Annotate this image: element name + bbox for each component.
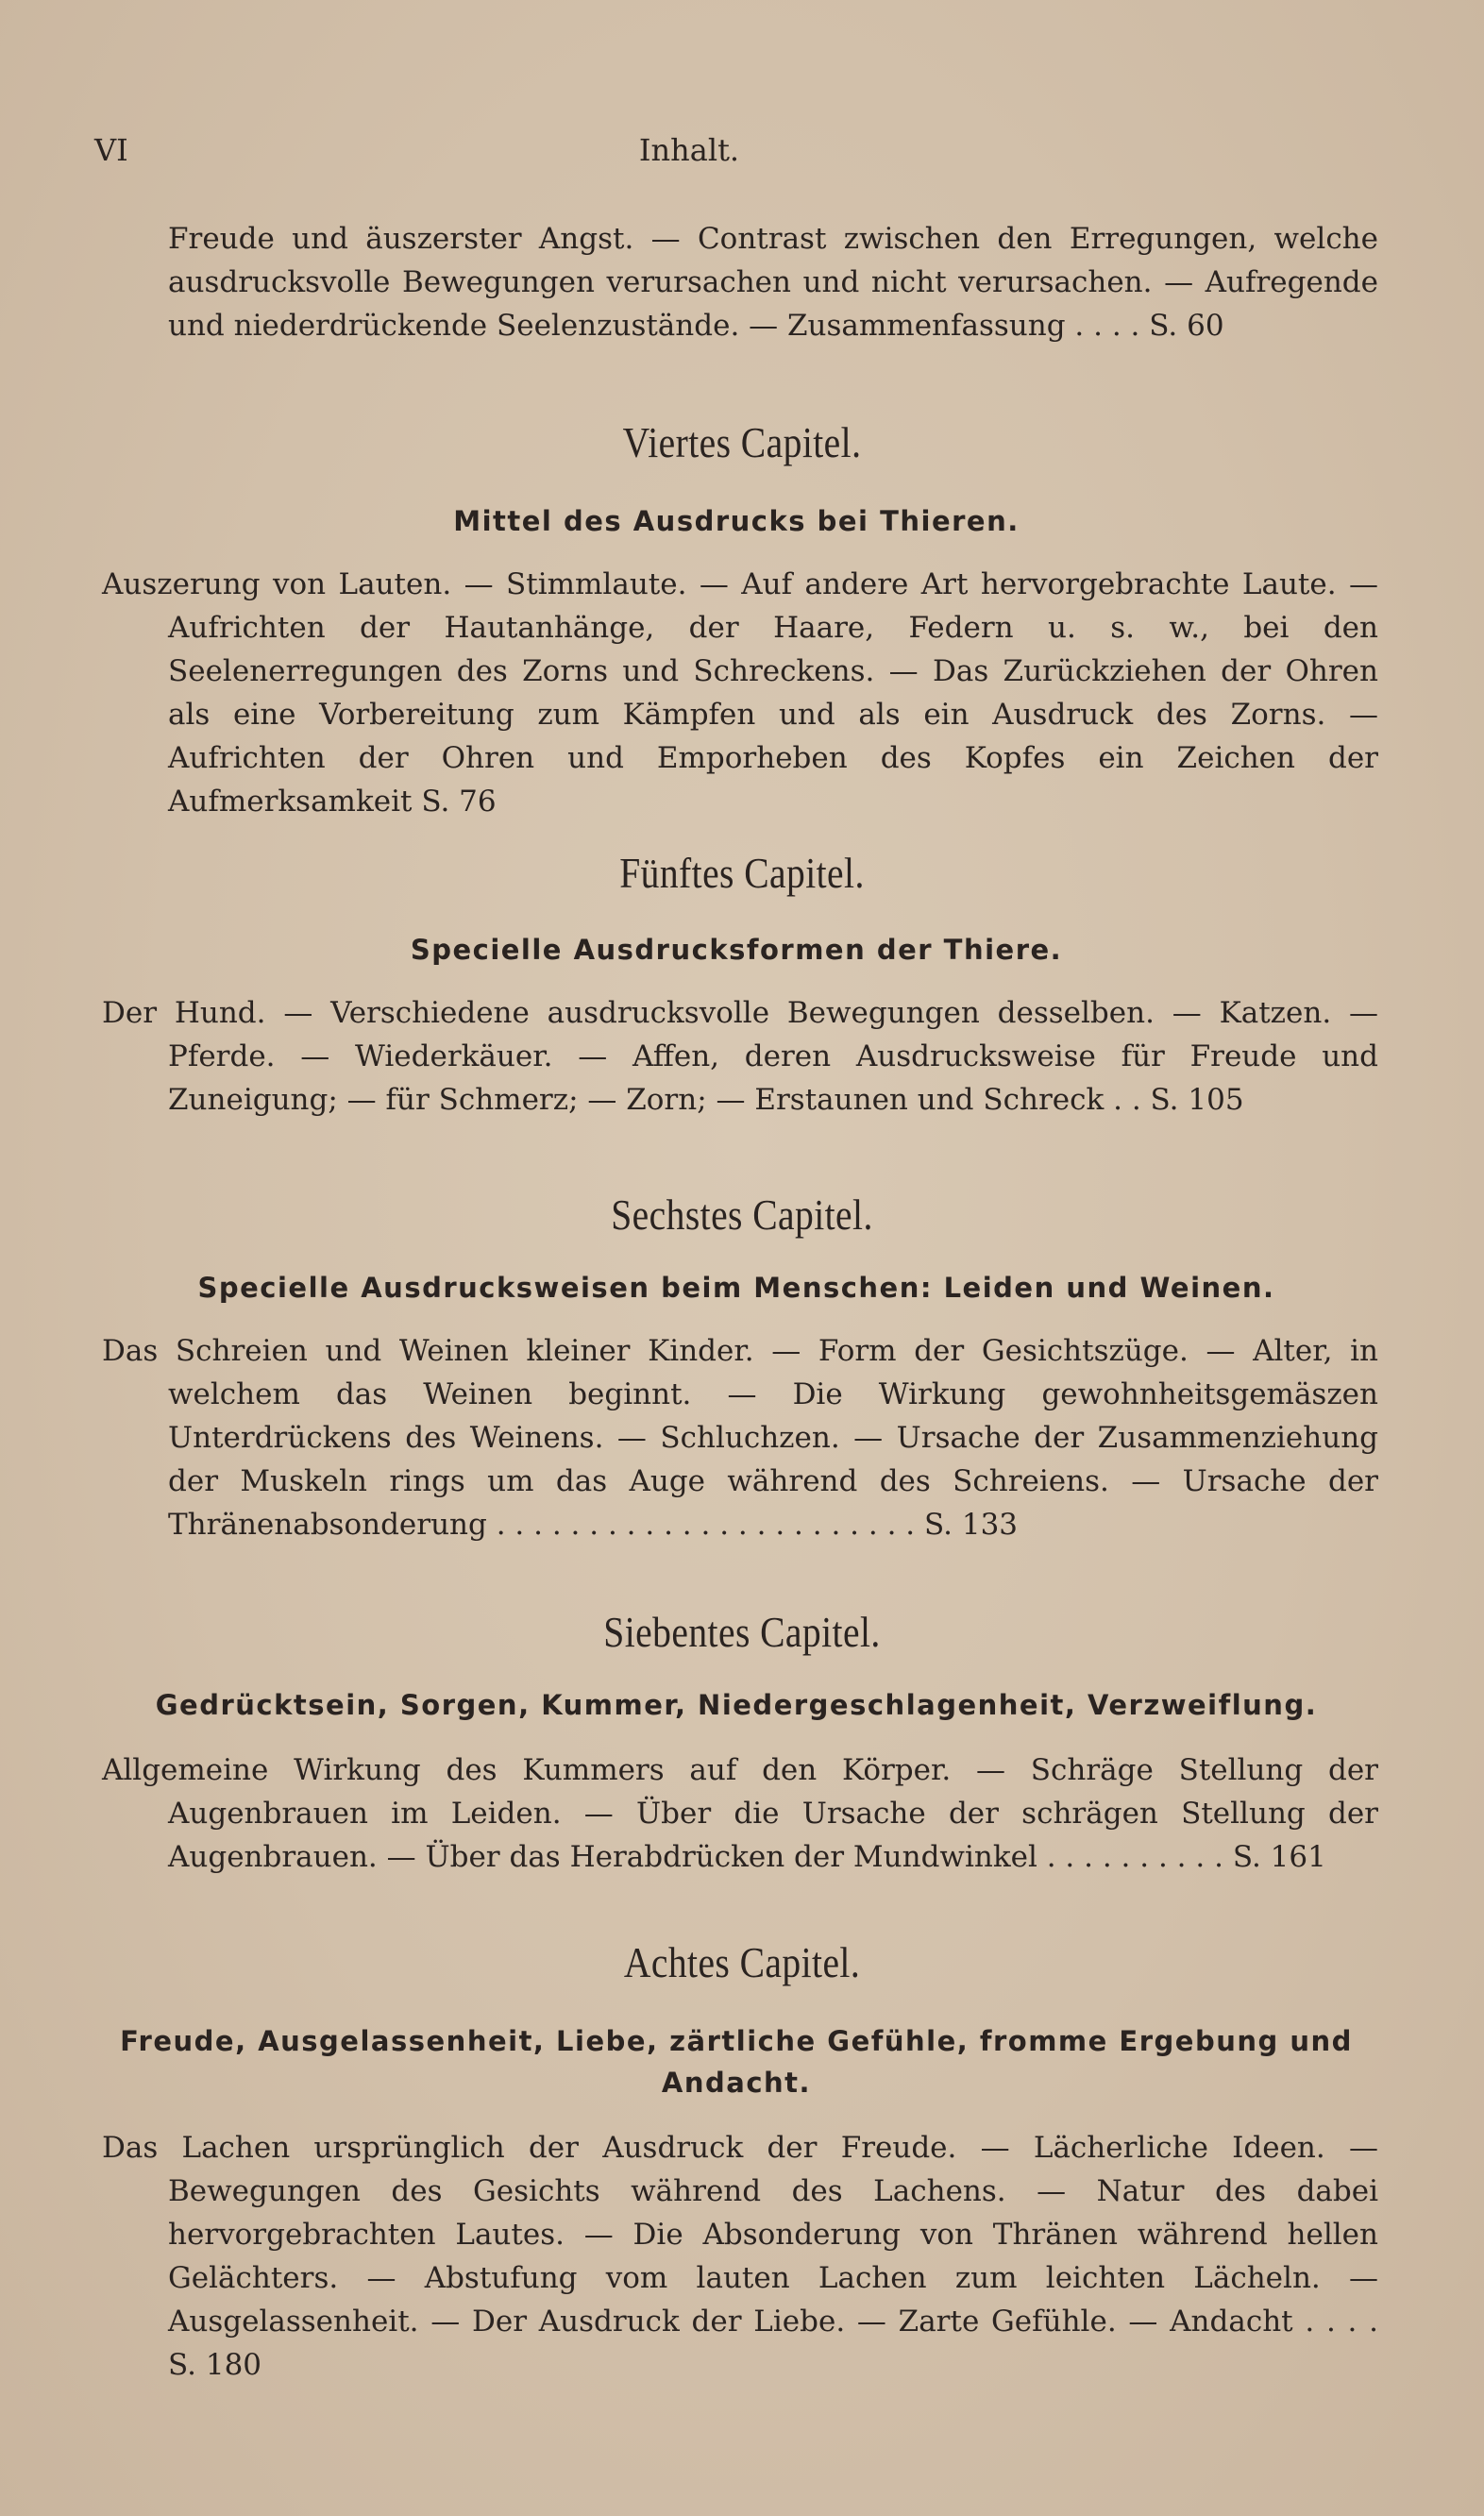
entry-body: Der Hund. — Verschiedene ausdrucksvolle Bewegungen desselben. — Katzen. — Pferde. — Wiederkäuer. — Affen, deren Ausdrucksweise für Freude und Zuneigung; — für Schmerz; — Zorn; — Erstaunen und Schreck . . bbox=[102, 996, 1378, 1117]
chapter-entry bbox=[102, 2126, 1378, 2387]
chapter-title: Viertes Capitel. bbox=[622, 418, 862, 466]
chapter-subtitle: Mittel des Ausdrucks bei Thieren. bbox=[453, 505, 1020, 537]
chapter-title: Achtes Capitel. bbox=[623, 1938, 861, 1986]
page-reference: S. 60 bbox=[1149, 309, 1224, 343]
chapter-title: Sechstes Capitel. bbox=[611, 1190, 873, 1239]
entry-body: Das Schreien und Weinen kleiner Kinder. — Form der Gesichtszüge. — Alter, in welchem das Weinen beginnt. — Die Wirkung gewohnheitsgemäszen Unterdrückens des Weinens. — Schluchzen. — Ursache der Zusammenziehung der Muskeln rings um das Auge während des Schreiens. — Ursache der Thränenabsonderung . . . . . . . . . . . . . . . . . . . . . . . bbox=[102, 1334, 1378, 1542]
chapter-title: Fünftes Capitel. bbox=[619, 849, 865, 897]
chapter-title: Siebentes Capitel. bbox=[603, 1608, 881, 1656]
entry-body: Das Lachen ursprünglich der Ausdruck der Freude. — Lächerliche Ideen. — Bewegungen des Gesichts während des Lachens. — Natur des dabei hervorgebrachten Lautes. — Die Absonderung von Thränen während hellen Gelächters. — Abstufung vom lauten Lachen zum leichten Lächeln. — Ausgelassenheit. — Der Ausdruck der Liebe. — Zarte Gefühle. — Andacht . . . . bbox=[102, 2131, 1378, 2339]
entry-text bbox=[102, 1329, 1378, 1546]
entry-text bbox=[102, 991, 1378, 1122]
running-title: Inhalt. bbox=[638, 132, 740, 168]
entry-text bbox=[102, 2126, 1378, 2387]
page-reference: S. 161 bbox=[1232, 1840, 1326, 1874]
chapter-subtitle: Specielle Ausdrucksformen der Thiere. bbox=[410, 934, 1063, 966]
running-head bbox=[94, 132, 1378, 179]
intro-entry bbox=[102, 217, 1378, 347]
entry-body: Allgemeine Wirkung des Kummers auf den Körper. — Schräge Stellung der Augenbrauen im Leiden. — Über die Ursache der schrägen Stellung der Augenbrauen. — Über das Herabdrücken der Mundwinkel . . . . . . . . . . bbox=[102, 1753, 1378, 1874]
chapter-entry bbox=[102, 991, 1378, 1122]
entry-body: Auszerung von Lauten. — Stimmlaute. — Auf andere Art hervorgebrachte Laute. — Aufrichten der Hautanhänge, der Haare, Federn u. s. w., bei den Seelenerregungen des Zorns und Schreckens. — Das Zurückziehen der Ohren als eine Vorbereitung zum Kämpfen und als ein Ausdruck des Zorns. — Aufrichten der Ohren und Emporheben des Kopfes ein Zeichen der Aufmerksamkeit bbox=[102, 567, 1378, 819]
page-number: VI bbox=[94, 132, 128, 168]
chapter-subtitle: Freude, Ausgelassenheit, Liebe, zärtliche Gefühle, fromme Ergebung und Andacht. bbox=[120, 2025, 1353, 2099]
entry-text bbox=[102, 1748, 1378, 1879]
page-reference: S. 133 bbox=[924, 1508, 1019, 1542]
chapter-entry bbox=[102, 563, 1378, 823]
page-reference: S. 105 bbox=[1150, 1083, 1244, 1117]
chapter-entry bbox=[102, 1748, 1378, 1879]
chapter-entry bbox=[102, 1329, 1378, 1546]
page-reference: S. 76 bbox=[421, 785, 497, 819]
entry-text bbox=[102, 563, 1378, 823]
entry-text bbox=[102, 217, 1378, 347]
entry-body: Freude und äuszerster Angst. — Contrast zwischen den Erregungen, welche ausdrucksvolle Bewegungen verursachen und nicht verursachen. — Aufregende und niederdrückende Seelenzustände. — Zusammenfassung . . . . bbox=[168, 222, 1378, 343]
chapter-subtitle: Specielle Ausdrucksweisen beim Menschen: Leiden und Weinen. bbox=[197, 1272, 1275, 1304]
chapter-subtitle: Gedrücktsein, Sorgen, Kummer, Niedergeschlagenheit, Verzweiflung. bbox=[155, 1689, 1318, 1721]
page-reference: S. 180 bbox=[168, 2348, 262, 2382]
